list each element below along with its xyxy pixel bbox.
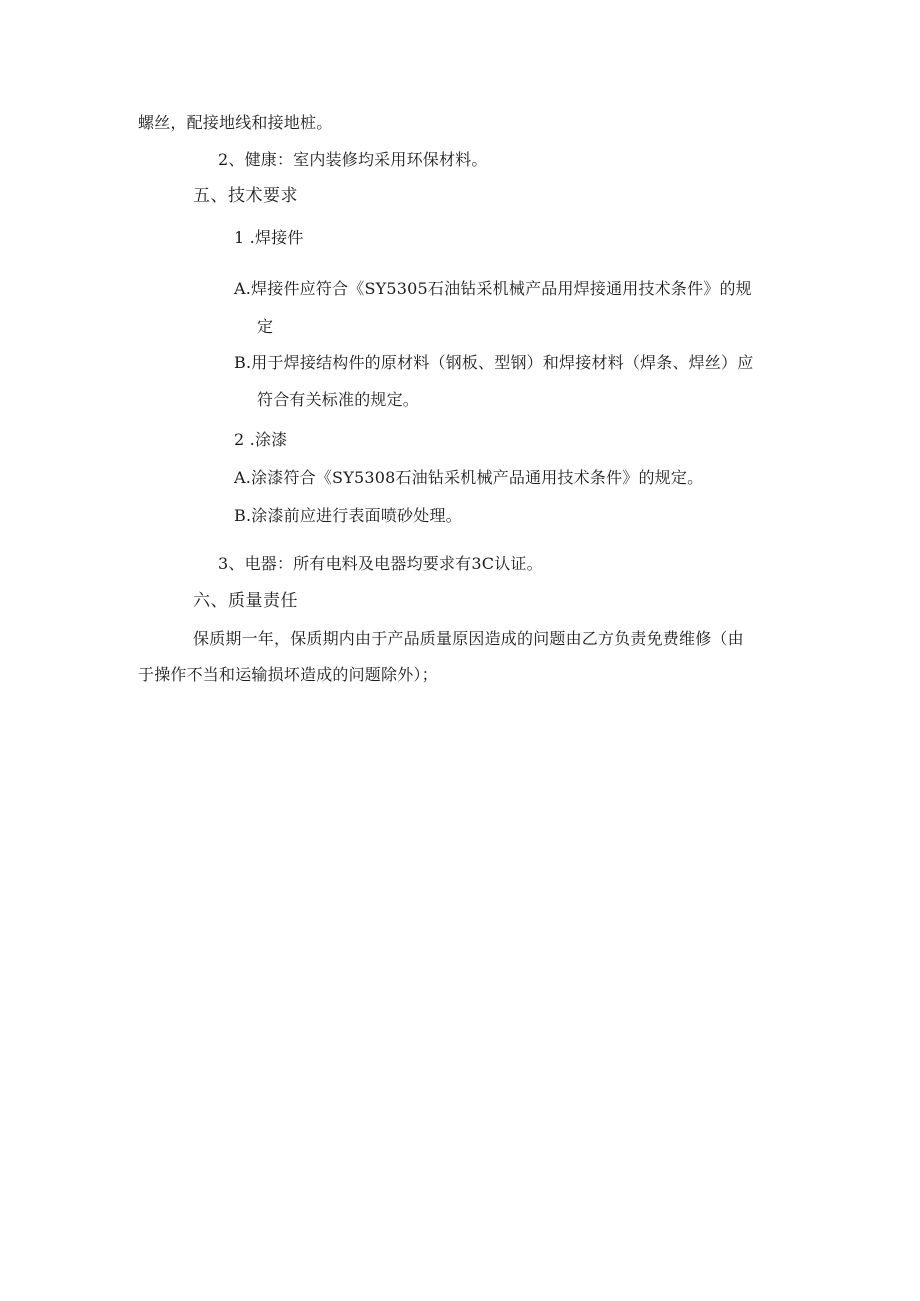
section-heading-quality: 六、质量责任 — [193, 591, 298, 611]
text-line-warranty-cont: 于操作不当和运输损坏造成的问题除外）； — [138, 665, 438, 684]
section-heading-tech-requirements: 五、技术要求 — [193, 186, 298, 206]
text-line-painting-b: B.涂漆前应进行表面喷砂处理。 — [234, 506, 462, 525]
text-line-warranty: 保质期一年，保质期内由于产品质量原因造成的问题由乙方负责免费维修（由 — [193, 629, 744, 648]
text-line-welding-b: B.用于焊接结构件的原材料（钢板、型钢）和焊接材料（焊条、焊丝）应 — [234, 353, 754, 372]
text-line-welding-b-cont: 符合有关标准的规定。 — [257, 390, 420, 409]
text-line-painting-a: A.涂漆符合《SY5308石油钻采机械产品通用技术条件》的规定。 — [234, 468, 704, 487]
text-line-electrical: 3、电器：所有电料及电器均要求有3C认证。 — [218, 554, 543, 573]
text-line-welding-a-cont: 定 — [257, 317, 274, 336]
subsection-title-painting: 2 .涂漆 — [234, 430, 288, 449]
text-line-welding-a: A.焊接件应符合《SY5305石油钻采机械产品用焊接通用技术条件》的规 — [234, 279, 752, 298]
subsection-title-welding: 1 .焊接件 — [234, 228, 304, 247]
text-line-health: 2、健康：室内装修均采用环保材料。 — [218, 150, 488, 169]
text-line-continuation: 螺丝，配接地线和接地桩。 — [138, 113, 333, 132]
